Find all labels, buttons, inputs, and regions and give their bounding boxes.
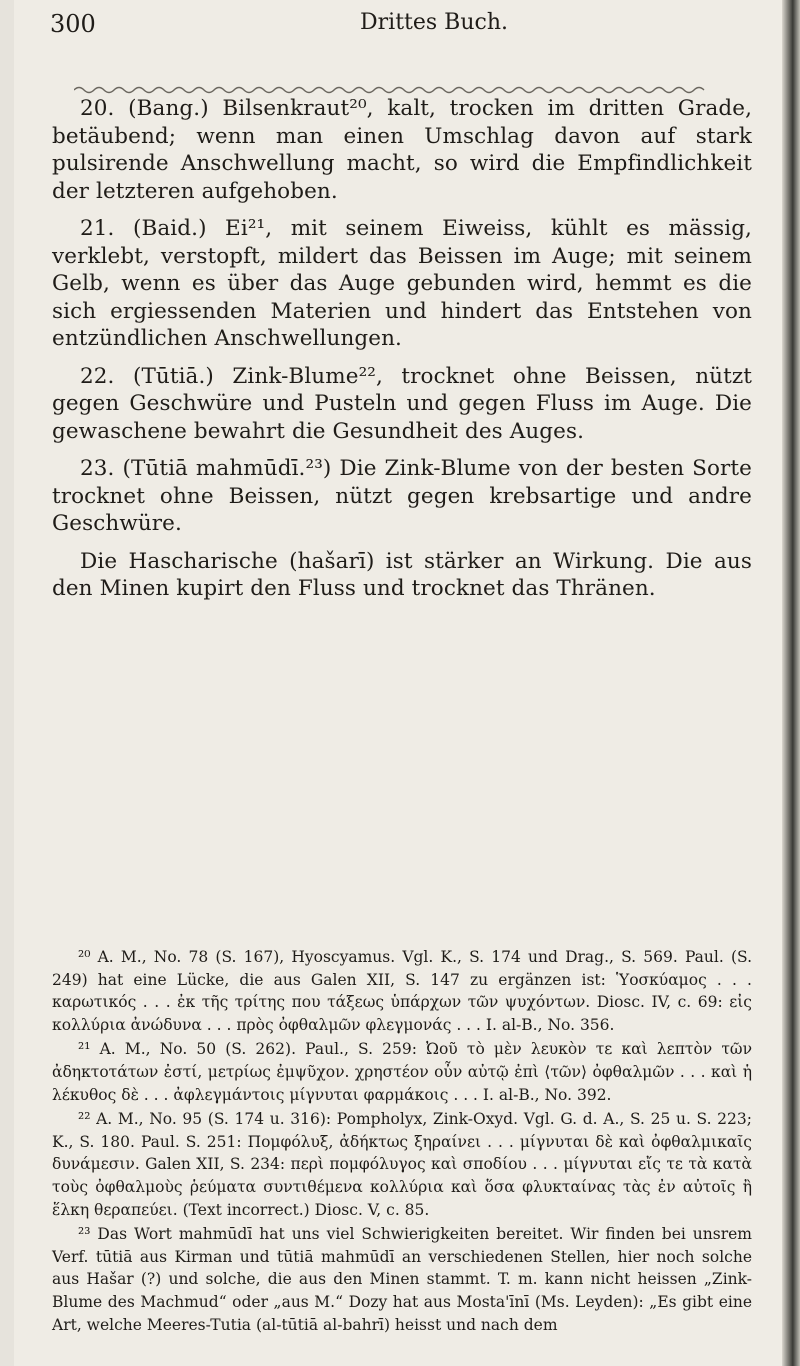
entry-23-continuation: Die Hascharische (hašarī) ist stärker an Wirkung. Die aus den Minen kupirt den Fluss und trocknet das Thränen.: [52, 548, 752, 601]
footnote-22: ²² A. M., No. 95 (S. 174 u. 316): Pompholyx, Zink-Oxyd. Vgl. G. d. A., S. 25 u. S. 223; K., S. 180. Paul. S. 251: Πομφόλυξ, ἀδήκτως ξηραίνει . . . μίγνυται δὲ καὶ ὀφθαλμικαῖς δυνάμεσιν. Galen XII, S. 234: περὶ πομφόλυγος καὶ σποδίου . . . μίγνυται εἴς τε τὰ κατὰ τοὺς ὀφθαλμοὺς ῥεύματα συντιθέμενα κολλύρια καὶ ὅσα φλυκταίνας τὰς ἐν αὐτοῖς ἢ ἕλκη θεραπεύει. (Text incorrect.) Diosc. V, c. 85.: [52, 1110, 752, 1219]
entry-23: 23. (Tūtiā mahmūdī.²³) Die Zink-Blume von der besten Sorte trocknet ohne Beissen, nützt gegen krebsartige und andre Geschwüre.: [52, 456, 752, 536]
main-text: [52, 95, 752, 603]
book-page: [14, 0, 782, 1366]
footnote-20: ²⁰ A. M., No. 78 (S. 167), Hyoscyamus. Vgl. K., S. 174 und Drag., S. 569. Paul. (S. 249) hat eine Lücke, die aus Galen XII, S. 147 zu ergänzen ist: Ὑοσκύαμος . . . καρωτικός . . . ἐκ τῆς τρίτης που τάξεως ὑπάρχων τῶν ψυχόντων. Diosc. IV, c. 69: εἰς κολλύρια ἀνώδυνα . . . πρὸς ὀφθαλμῶν φλεγμονάς . . . I. al-B., No. 356.: [52, 948, 752, 1034]
footnotes: [52, 946, 752, 1336]
footnote-21: ²¹ A. M., No. 50 (S. 262). Paul., S. 259: Ὠοῦ τὸ μὲν λευκὸν τε καὶ λεπτὸν τῶν ἀδηκτοτάτων ἐστί, μετρίως ἐμψῦχον. χρηστέον οὖν αὐτῷ ἐπὶ ⟨τῶν⟩ ὀφθαλμῶν . . . καὶ ἡ λέκυθος δὲ . . . ἀφλεγμάντοις μίγνυται φαρμάκοις . . . I. al-B., No. 392.: [52, 1040, 752, 1104]
entry-21: 21. (Baid.) Ei²¹, mit seinem Eiweiss, kühlt es mässig, verklebt, verstopft, mildert das Beissen im Auge; mit seinem Gelb, wenn es über das Auge gebunden wird, hemmt es die sich ergiessenden Materien und hindert das Entstehen von entzündlichen Anschwellungen.: [52, 216, 752, 351]
entry-20: 20. (Bang.) Bilsenkraut²⁰, kalt, trocken im dritten Grade, betäubend; wenn man einen Umschlag davon auf stark pulsirende Anschwellung macht, so wird die Empfindlichkeit der letzteren aufgehoben.: [52, 96, 752, 204]
book-spine-edge: [782, 0, 800, 1366]
footnote-23: ²³ Das Wort mahmūdī hat uns viel Schwierigkeiten bereitet. Wir finden bei unsrem Verf. tūtiā aus Kirman und tūtiā mahmūdī an verschiedenen Stellen, hier noch solche aus Hašar (?) und solche, die aus den Minen stammt. T. m. kann nicht heissen „Zink-Blume des Machmud“ oder „aus M.“ Dozy hat aus Mosta'īnī (Ms. Leyden): „Es gibt eine Art, welche Meeres-Tutia (al-tūtiā al-bahrī) heisst und nach dem: [52, 1225, 752, 1334]
page-header: [50, 10, 750, 40]
entry-22: 22. (Tūtiā.) Zink-Blume²², trocknet ohne Beissen, nützt gegen Geschwüre und Pusteln und gegen Fluss im Auge. Die gewaschene bewahrt die Gesundheit des Auges.: [52, 363, 752, 444]
running-head: Drittes Buch.: [360, 10, 508, 35]
page-number: 300: [50, 10, 96, 38]
